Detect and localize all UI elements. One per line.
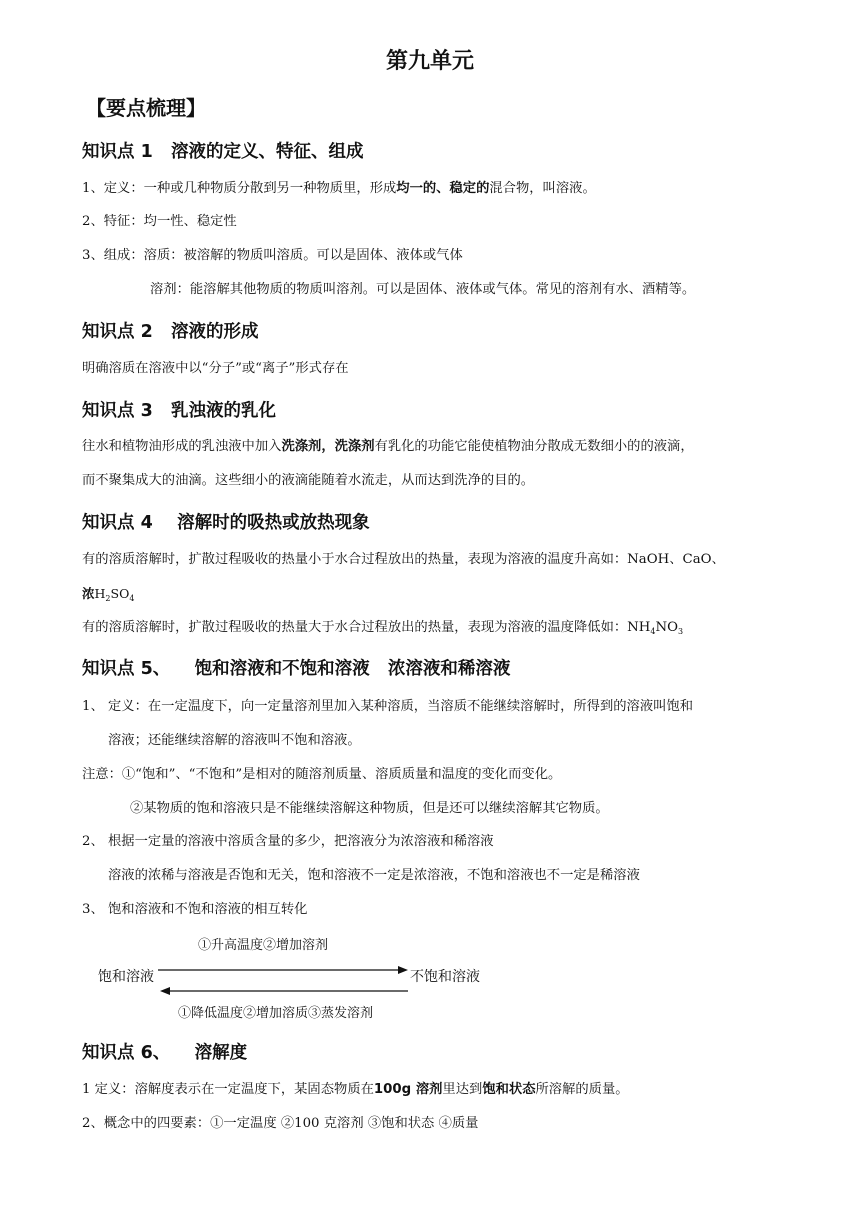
kp1-def-suffix: 混合物，叫溶液。	[489, 181, 596, 196]
kp4-chem-nh: NH	[627, 620, 651, 635]
kp4-sub-4: 4	[129, 594, 135, 603]
kp2-text: 明确溶质在溶液中以“分子”或“离子”形式存在	[82, 361, 349, 376]
saturated-node: 饱和溶液	[98, 969, 154, 985]
kp4-sub-3: 3	[678, 627, 684, 636]
kp3-line1-d: 有乳化的功能它能使植物油分散成无数细小的的液滴，	[374, 439, 694, 454]
kp5-heading: 知识点 5、 饱和溶液和不饱和溶液 浓溶液和稀溶液	[82, 659, 511, 679]
top-condition-label: ①升高温度②增加溶剂	[198, 938, 329, 953]
kp3-line1	[82, 438, 694, 456]
kp5-note2: ②某物质的饱和溶液只是不能继续溶解这种物质，但是还可以继续溶解其它物质。	[130, 801, 609, 816]
kp3-heading: 知识点 3 乳浊液的乳化	[82, 401, 277, 421]
kp2-heading: 知识点 2 溶液的形成	[82, 322, 259, 342]
kp4-line2-prefix: 浓	[82, 586, 95, 601]
kp4-sub-4b: 4	[650, 627, 656, 636]
kp1-def-bold: 均一的、稳定的	[396, 181, 490, 196]
kp3-line1-bold1: 洗涤剂	[281, 439, 322, 454]
kp1-feature: 2、特征：均一性、稳定性	[82, 214, 237, 229]
kp4-line1: 有的溶质溶解时，扩散过程吸收的热量小于水合过程放出的热量，表现为溶液的温度升高如：NaOH、CaO、	[82, 552, 725, 567]
kp5-definition-cont: 溶液；还能继续溶解的溶液叫不饱和溶液。	[108, 733, 361, 748]
kp1-heading: 知识点 1 溶液的定义、特征、组成	[82, 142, 364, 162]
kp4-chem-no: NO	[655, 620, 679, 635]
kp6-def-prefix: 1 定义：溶解度表示在一定温度下，某固态物质在	[82, 1082, 374, 1097]
kp3-line1-bold2: 洗涤剂	[334, 439, 375, 454]
bottom-condition-label: ①降低温度②增加溶质③蒸发溶剂	[178, 1006, 374, 1021]
kp1-def-prefix: 1、定义：一种或几种物质分散到另一种物质里，形成	[82, 181, 397, 196]
forward-arrow	[158, 966, 408, 974]
kp5-note1: 注意：①“饱和”、“不饱和”是相对的随溶剂质量、溶质质量和温度的变化而变化。	[82, 767, 562, 782]
kp4-heading: 知识点 4 溶解时的吸热或放热现象	[82, 513, 370, 533]
kp6-elements: 2、概念中的四要素：①一定温度 ②100 克溶剂 ③饱和状态 ④质量	[82, 1116, 479, 1131]
reverse-arrow	[160, 987, 408, 995]
kp6-def-mid: 里达到	[442, 1082, 483, 1097]
kp4-line3-prefix: 有的溶质溶解时，扩散过程吸收的热量大于水合过程放出的热量，表现为溶液的温度降低如：	[82, 620, 628, 635]
kp4-line3	[82, 619, 683, 641]
kp5-item3: 3、 饱和溶液和不饱和溶液的相互转化	[82, 902, 308, 917]
kp4-chem-so: SO	[110, 586, 130, 601]
page-title: 第九单元	[385, 49, 474, 74]
kp3-line1-a: 往水和植物油形成的乳浊液中加入	[82, 439, 282, 454]
kp4-chem-h: H	[94, 586, 106, 601]
kp6-def-bold1: 100g 溶剂	[373, 1082, 443, 1097]
kp5-item2: 2、 根据一定量的溶液中溶质含量的多少，把溶液分为浓溶液和稀溶液	[82, 834, 494, 849]
kp6-definition	[82, 1081, 629, 1099]
conversion-diagram	[82, 928, 502, 1024]
kp1-composition-solute: 3、组成：溶质：被溶解的物质叫溶质。可以是固体、液体或气体	[82, 248, 463, 263]
kp3-line1-comma: ，	[321, 439, 335, 454]
kp3-line2: 而不聚集成大的油滴。这些细小的液滴能随着水流走，从而达到洗净的目的。	[82, 473, 535, 488]
kp6-heading: 知识点 6、 溶解度	[82, 1043, 248, 1063]
kp1-definition	[82, 180, 596, 198]
kp6-def-bold2: 饱和状态	[482, 1082, 536, 1097]
section-header: 【要点梳理】	[86, 96, 206, 120]
kp1-composition-solvent: 溶剂：能溶解其他物质的物质叫溶剂。可以是固体、液体或气体。常见的溶剂有水、酒精等。	[150, 282, 696, 297]
kp4-sub-2: 2	[105, 594, 111, 603]
kp4-line2	[82, 585, 134, 608]
kp5-definition: 1、 定义：在一定温度下，向一定量溶剂里加入某种溶质，当溶质不能继续溶解时，所得到的溶液叫饱和	[82, 699, 694, 714]
kp5-item2-cont: 溶液的浓稀与溶液是否饱和无关，饱和溶液不一定是浓溶液，不饱和溶液也不一定是稀溶液	[108, 868, 640, 883]
unsaturated-node: 不饱和溶液	[410, 969, 480, 985]
kp6-def-suffix: 所溶解的质量。	[535, 1082, 629, 1097]
